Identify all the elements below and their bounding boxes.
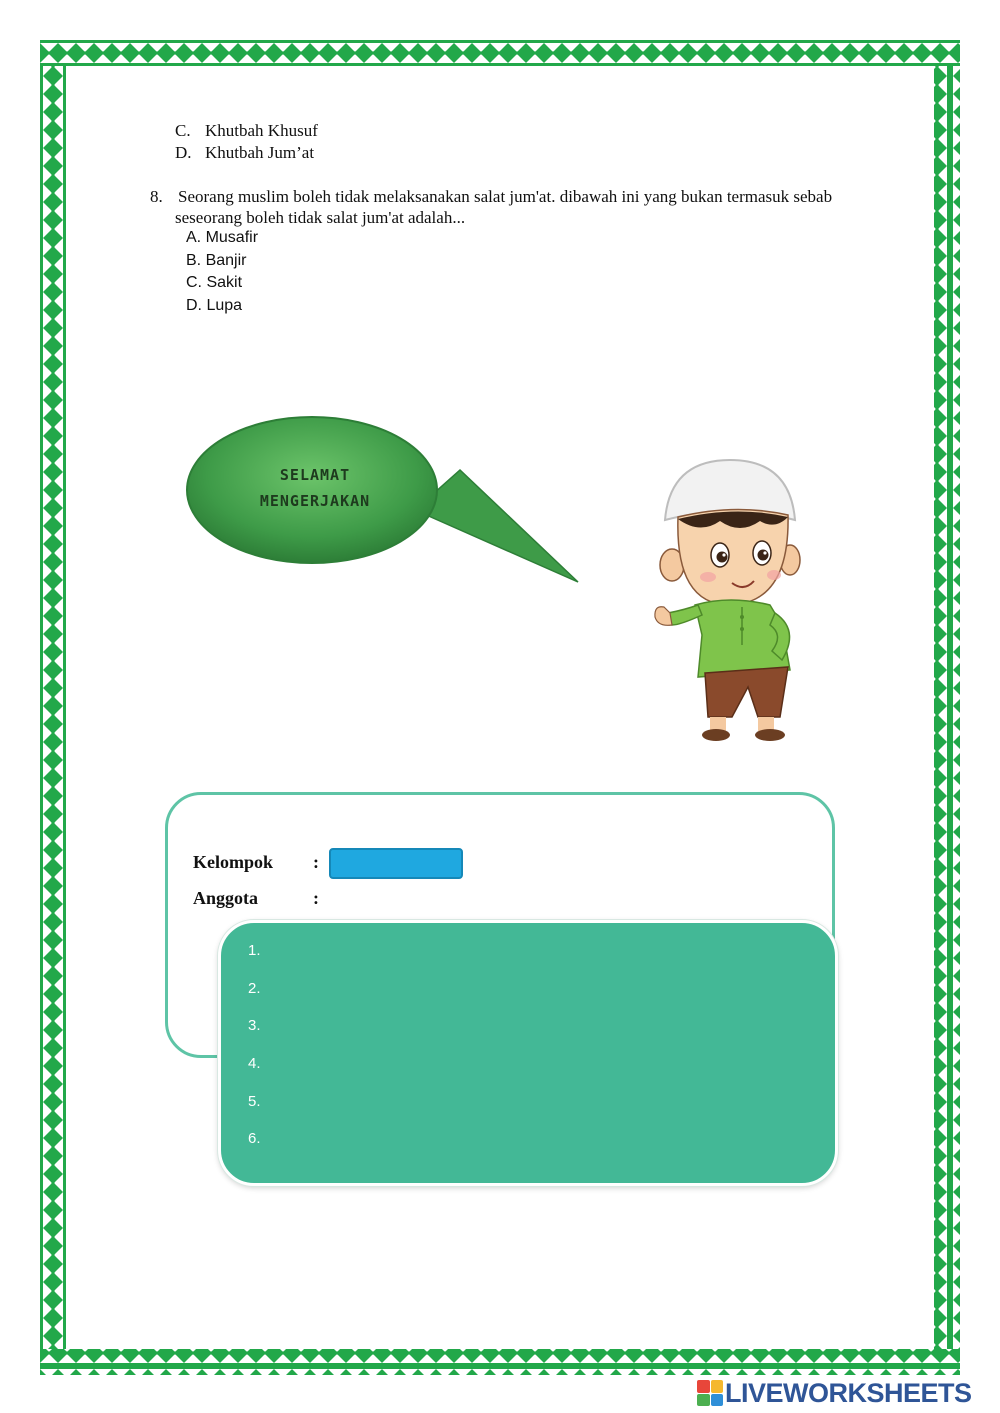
question-8-line1: Seorang muslim boleh tidak melaksanakan salat jum'at. dibawah ini yang bukan termasuk sebab (178, 187, 833, 206)
anggota-label: Anggota (193, 888, 259, 908)
q7-option-c (175, 121, 318, 141)
q7-option-d-text: Khutbah Jum’at (205, 143, 315, 162)
member-input-4[interactable] (275, 1051, 795, 1077)
member-number-5: 5. (248, 1093, 261, 1110)
member-input-6[interactable] (275, 1126, 795, 1152)
kelompok-label: Kelompok (193, 852, 274, 872)
member-input-5[interactable] (275, 1089, 795, 1115)
q8-option-d: D. Lupa (186, 297, 243, 314)
question-8-number: 8. (150, 187, 163, 206)
member-input-2[interactable] (275, 976, 795, 1002)
member-number-2: 2. (248, 980, 261, 997)
q7-option-d-letter: D. (175, 143, 192, 162)
liveworksheets-logo-icon (697, 1380, 723, 1406)
member-number-3: 3. (248, 1017, 261, 1034)
q8-option-a: A. Musafir (186, 229, 259, 246)
q7-option-d (175, 143, 314, 163)
bubble-line1: SELAMAT (279, 466, 351, 484)
bubble-text (200, 462, 430, 514)
question-8-line2: seseorang boleh tidak salat jum'at adalah... (175, 208, 466, 227)
boy-illustration (650, 455, 820, 750)
member-input-3[interactable] (275, 1013, 795, 1039)
q7-option-c-text: Khutbah Khusuf (205, 121, 318, 140)
q7-option-c-letter: C. (175, 121, 191, 140)
liveworksheets-watermark (697, 1378, 972, 1408)
question-8 (150, 186, 890, 228)
q8-option-c: C. Sakit (186, 274, 243, 291)
q8-option-b: B. Banjir (186, 252, 247, 269)
bubble-line2: MENGERJAKAN (259, 492, 371, 510)
kelompok-colon: : (313, 852, 319, 872)
member-number-1: 1. (248, 942, 261, 959)
member-input-1[interactable] (275, 938, 795, 964)
anggota-colon: : (313, 888, 319, 908)
kelompok-input[interactable] (329, 848, 463, 879)
member-number-4: 4. (248, 1055, 261, 1072)
member-number-6: 6. (248, 1130, 261, 1147)
watermark-text: LIVEWORKSHEETS (725, 1377, 972, 1408)
